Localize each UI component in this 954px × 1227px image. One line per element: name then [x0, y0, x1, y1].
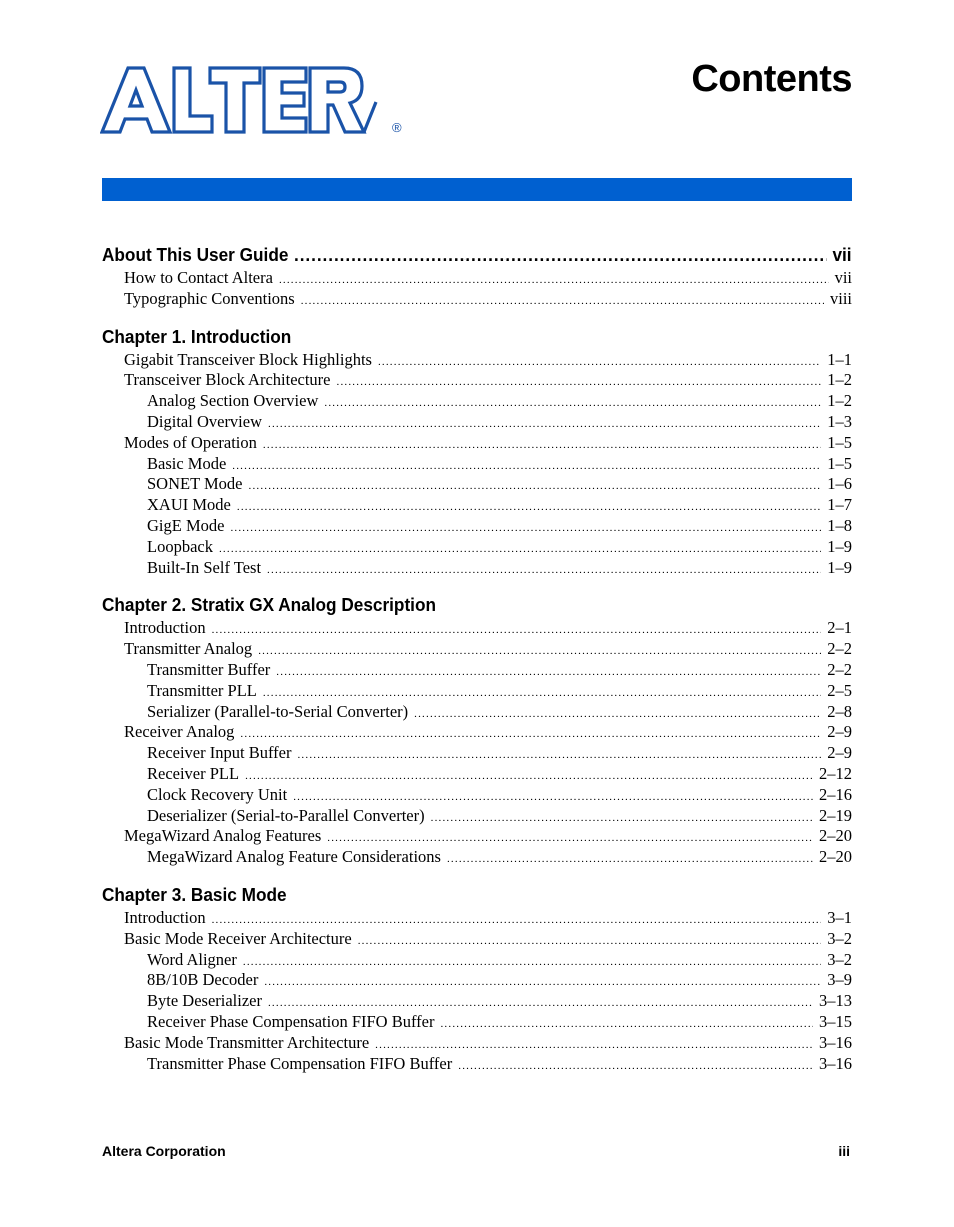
- toc-chapter: [102, 324, 852, 579]
- toc-entry-title: MegaWizard Analog Feature Considerations: [147, 847, 441, 867]
- toc-entry-page: 3–9: [827, 970, 852, 990]
- toc-entry-title: How to Contact Altera: [124, 268, 273, 287]
- toc-entry-page: 2–19: [819, 805, 852, 825]
- toc-entry-title: Analog Section Overview: [147, 391, 319, 411]
- dot-leader: [324, 393, 821, 414]
- dot-leader: [268, 993, 813, 1014]
- toc-chapter: [102, 592, 852, 868]
- toc-entry[interactable]: [102, 391, 852, 412]
- toc-entry-title: Transmitter Phase Compensation FIFO Buffer: [147, 1053, 453, 1073]
- toc-entry-page: 3–13: [819, 991, 852, 1011]
- dot-leader: [327, 828, 813, 849]
- toc-entry-page: 3–2: [827, 928, 852, 948]
- toc-entry-title: Receiver Analog: [124, 722, 235, 742]
- dot-leader: [263, 683, 821, 704]
- toc-entry-page: 3–16: [819, 1053, 852, 1073]
- toc-entry-page: viii: [829, 288, 852, 308]
- toc-entry-page: 2–12: [819, 763, 852, 783]
- toc-entry-page: 3–16: [819, 1032, 852, 1052]
- dot-leader: [279, 270, 829, 291]
- dot-leader: [230, 518, 821, 539]
- toc-entry-page: 3–15: [819, 1011, 852, 1031]
- toc-entry-page: 2–16: [819, 784, 852, 804]
- toc-entry[interactable]: [102, 350, 852, 371]
- toc-entry[interactable]: [102, 785, 852, 806]
- dot-leader: [268, 414, 821, 435]
- toc-entry-title: Introduction: [124, 618, 206, 638]
- toc-entry-title: Serializer (Parallel-to-Serial Converter): [147, 701, 409, 721]
- toc-entry-page: 1–8: [827, 515, 852, 535]
- toc-chapter-title: Chapter 1. Introduction: [102, 325, 292, 347]
- dot-leader: [219, 539, 821, 560]
- dot-leader: [375, 1035, 813, 1056]
- toc-entry-title: Gigabit Transceiver Block Highlights: [124, 349, 372, 369]
- toc-entry-title: Digital Overview: [147, 411, 263, 431]
- toc-entry[interactable]: [102, 970, 852, 991]
- toc-entry[interactable]: [102, 289, 852, 310]
- dot-leader: [458, 1056, 813, 1077]
- toc-entry[interactable]: [102, 764, 852, 785]
- toc-entry[interactable]: [102, 908, 852, 929]
- toc-entry[interactable]: [102, 618, 852, 639]
- registered-mark: ®: [392, 120, 402, 135]
- dot-leader: [245, 766, 813, 787]
- accent-bar: [102, 178, 852, 201]
- dot-leader: [237, 497, 821, 518]
- toc-entry-title: Deserializer (Serial-to-Parallel Converter): [147, 805, 425, 825]
- toc-entry-page: 2–8: [827, 701, 852, 721]
- dot-leader: [294, 242, 827, 268]
- toc-chapter-title: Chapter 2. Stratix GX Analog Description: [102, 594, 436, 616]
- toc-entry-title: Basic Mode Transmitter Architecture: [124, 1032, 370, 1052]
- toc-entry[interactable]: [102, 702, 852, 723]
- toc-entry[interactable]: [102, 639, 852, 660]
- toc-entry-page: 1–3: [827, 411, 852, 431]
- toc-chapter-title: About This User Guide: [102, 244, 289, 265]
- toc-entry[interactable]: [102, 1033, 852, 1054]
- toc-entry-page: 1–5: [827, 453, 852, 473]
- toc-entry-title: XAUI Mode: [147, 495, 231, 515]
- toc-entry-title: Word Aligner: [147, 949, 237, 969]
- toc-entry-page: 2–5: [827, 680, 852, 700]
- toc-entry[interactable]: [102, 516, 852, 537]
- toc-entry-title: Modes of Operation: [124, 432, 257, 452]
- toc-entry-page: 2–2: [827, 659, 852, 679]
- toc-entry[interactable]: [102, 743, 852, 764]
- toc-entry[interactable]: [102, 370, 852, 391]
- dot-leader: [358, 931, 822, 952]
- dot-leader: [337, 372, 822, 393]
- toc-entry-page: 2–20: [819, 826, 852, 846]
- toc-entry[interactable]: [102, 558, 852, 579]
- dot-leader: [212, 910, 822, 931]
- toc-chapter-title: Chapter 3. Basic Mode: [102, 883, 287, 905]
- toc-entry[interactable]: [102, 847, 852, 868]
- dot-leader: [212, 620, 822, 641]
- toc-entry-title: Basic Mode Receiver Architecture: [124, 928, 352, 948]
- toc-entry-page: vii: [834, 268, 852, 287]
- toc-entry-title: Transmitter PLL: [147, 680, 257, 700]
- dot-leader: [267, 560, 821, 581]
- dot-leader: [431, 808, 813, 829]
- toc-entry[interactable]: [102, 454, 852, 475]
- toc-entry[interactable]: [102, 268, 852, 289]
- dot-leader: [440, 1014, 813, 1035]
- toc-entry-title: Transceiver Block Architecture: [124, 370, 331, 390]
- toc-entry[interactable]: [102, 537, 852, 558]
- toc-entry-page: 1–9: [827, 536, 852, 556]
- toc-chapter: [102, 242, 852, 310]
- toc-entry[interactable]: [102, 929, 852, 950]
- footer-page-number: iii: [838, 1143, 850, 1159]
- toc-entry-title: Typographic Conventions: [124, 288, 295, 308]
- toc-entry-page: 2–1: [827, 618, 852, 638]
- toc-entry[interactable]: [102, 474, 852, 495]
- toc-entry-page: 2–20: [819, 847, 852, 867]
- toc-entry[interactable]: [102, 412, 852, 433]
- toc-entry-page: 1–9: [827, 557, 852, 577]
- toc-entry-title: Receiver PLL: [147, 763, 240, 783]
- toc-entry-page: 1–6: [827, 474, 852, 494]
- dot-leader: [301, 291, 824, 312]
- toc-entry-page: 1–2: [827, 391, 852, 411]
- toc-entry[interactable]: [102, 681, 852, 702]
- toc-entry[interactable]: [102, 991, 852, 1012]
- toc-entry-title: SONET Mode: [147, 474, 243, 494]
- footer-company: Altera Corporation: [102, 1143, 226, 1159]
- dot-leader: [447, 849, 813, 870]
- toc-entry-page: 1–5: [827, 432, 852, 452]
- toc-entry[interactable]: [102, 950, 852, 971]
- dot-leader: [240, 724, 821, 745]
- toc-entry-page: 1–7: [827, 495, 852, 515]
- dot-leader: [243, 952, 821, 973]
- toc-entry[interactable]: [102, 1012, 852, 1033]
- toc-entry-title: Loopback: [147, 536, 213, 556]
- toc-entry-title: Clock Recovery Unit: [147, 784, 288, 804]
- toc-chapter-heading[interactable]: [102, 882, 852, 908]
- toc-entry[interactable]: [102, 1054, 852, 1075]
- toc-entry-title: Receiver Input Buffer: [147, 743, 292, 763]
- toc-entry[interactable]: [102, 722, 852, 743]
- toc-entry-title: 8B/10B Decoder: [147, 970, 259, 990]
- toc-entry-page: 2–9: [827, 743, 852, 763]
- toc-entry-title: Transmitter Analog: [124, 639, 253, 659]
- table-of-contents: [102, 242, 852, 1074]
- toc-entry[interactable]: [102, 660, 852, 681]
- toc-entry[interactable]: [102, 433, 852, 454]
- toc-entry-page: 2–2: [827, 639, 852, 659]
- toc-chapter-heading[interactable]: [102, 324, 852, 350]
- toc-entry[interactable]: [102, 806, 852, 827]
- toc-entry-page: 1–2: [827, 370, 852, 390]
- dot-leader: [264, 972, 821, 993]
- toc-entry-title: MegaWizard Analog Features: [124, 826, 322, 846]
- toc-entry-title: Built-In Self Test: [147, 557, 262, 577]
- dot-leader: [232, 456, 821, 477]
- altera-logo: [100, 66, 412, 138]
- toc-entry-page: 1–1: [827, 349, 852, 369]
- dot-leader: [276, 662, 821, 683]
- dot-leader: [263, 435, 821, 456]
- dot-leader: [249, 476, 822, 497]
- toc-entry-page: 3–2: [827, 949, 852, 969]
- toc-chapter-heading[interactable]: [102, 242, 852, 268]
- toc-entry-page: 2–9: [827, 722, 852, 742]
- toc-entry-title: GigE Mode: [147, 515, 225, 535]
- toc-chapter: [102, 882, 852, 1074]
- toc-chapter-page: vii: [832, 244, 852, 265]
- toc-entry-title: Receiver Phase Compensation FIFO Buffer: [147, 1011, 435, 1031]
- toc-entry-title: Basic Mode: [147, 453, 227, 473]
- toc-entry-title: Byte Deserializer: [147, 991, 262, 1011]
- dot-leader: [293, 787, 813, 808]
- dot-leader: [414, 704, 821, 725]
- toc-chapter-heading[interactable]: [102, 592, 852, 618]
- dot-leader: [378, 352, 821, 373]
- toc-entry-title: Transmitter Buffer: [147, 659, 271, 679]
- dot-leader: [258, 641, 821, 662]
- dot-leader: [297, 745, 821, 766]
- page-title: Contents: [691, 58, 852, 100]
- toc-entry[interactable]: [102, 495, 852, 516]
- toc-entry-title: Introduction: [124, 907, 206, 927]
- toc-entry-page: 3–1: [827, 907, 852, 927]
- toc-entry[interactable]: [102, 826, 852, 847]
